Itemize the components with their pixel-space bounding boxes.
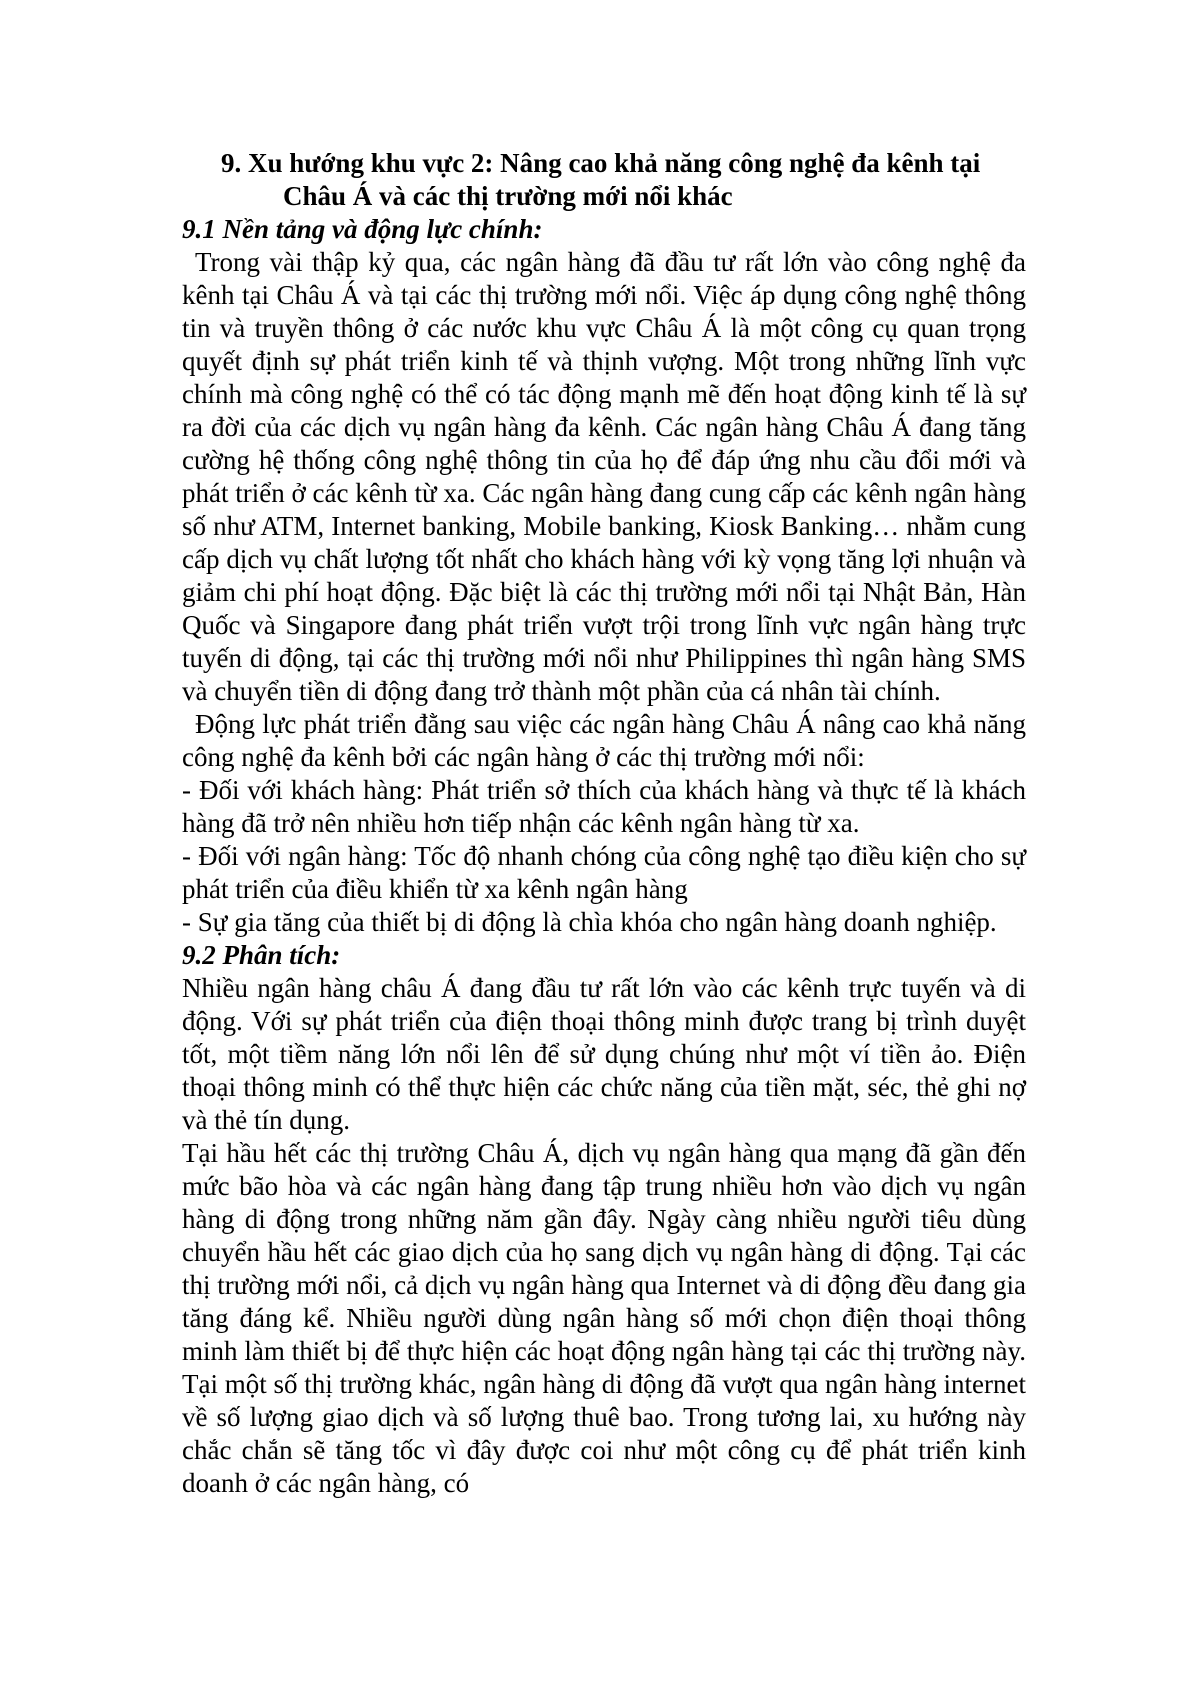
- bullet-mobile-devices: - Sự gia tăng của thiết bị di động là chìa khóa cho ngân hàng doanh nghiệp.: [182, 907, 997, 937]
- section-9-1-paragraph-2: Động lực phát triển đằng sau việc các ngân hàng Châu Á nâng cao khả năng công nghệ đa kênh bởi các ngân hàng ở các thị trường mới nổi:: [182, 709, 1026, 772]
- document-body: [182, 147, 1026, 1500]
- document-title: [182, 147, 1026, 213]
- section-9-1-paragraph-1: Trong vài thập kỷ qua, các ngân hàng đã đầu tư rất lớn vào công nghệ đa kênh tại Châu Á và tại các thị trường mới nổi. Việc áp dụng công nghệ thông tin và truyền thông ở các nước khu vực Châu Á là một công cụ quan trọng quyết định sự phát triển kinh tế và thịnh vượng. Một trong những lĩnh vực chính mà công nghệ có thể có tác động mạnh mẽ đến hoạt động kinh tế là sự ra đời của các dịch vụ ngân hàng đa kênh. Các ngân hàng Châu Á đang tăng cường hệ thống công nghệ thông tin của họ để đáp ứng nhu cầu đổi mới và phát triển ở các kênh từ xa. Các ngân hàng đang cung cấp các kênh ngân hàng số như ATM, Internet banking, Mobile banking, Kiosk Banking… nhằm cung cấp dịch vụ chất lượng tốt nhất cho khách hàng với kỳ vọng tăng lợi nhuận và giảm chi phí hoạt động. Đặc biệt là các thị trường mới nổi tại Nhật Bản, Hàn Quốc và Singapore đang phát triển vượt trội trong lĩnh vực ngân hàng trực tuyến di động, tại các thị trường mới nổi như Philippines thì ngân hàng SMS và chuyển tiền di động đang trở thành một phần của cá nhân tài chính.: [182, 247, 1026, 706]
- title-line-1: 9. Xu hướng khu vực 2: Nâng cao khả năng công nghệ đa kênh tại: [221, 148, 981, 178]
- section-9-1-heading: 9.1 Nền tảng và động lực chính:: [182, 214, 543, 244]
- bullet-customers: - Đối với khách hàng: Phát triển sở thích của khách hàng và thực tế là khách hàng đã trở nên nhiều hơn tiếp nhận các kênh ngân hàng từ xa.: [182, 775, 1026, 838]
- title-line-2: Châu Á và các thị trường mới nổi khác: [283, 181, 733, 211]
- section-9-2-paragraph-1: Nhiều ngân hàng châu Á đang đầu tư rất lớn vào các kênh trực tuyến và di động. Với sự phát triển của điện thoại thông minh được trang bị trình duyệt tốt, một tiềm năng lớn nổi lên để sử dụng chúng như một ví tiền ảo. Điện thoại thông minh có thể thực hiện các chức năng của tiền mặt, séc, thẻ ghi nợ và thẻ tín dụng.: [182, 973, 1026, 1135]
- section-9-2-heading: 9.2 Phân tích:: [182, 940, 341, 970]
- section-9-2-paragraph-2: Tại hầu hết các thị trường Châu Á, dịch vụ ngân hàng qua mạng đã gần đến mức bão hòa và các ngân hàng đang tập trung nhiều hơn vào dịch vụ ngân hàng di động trong những năm gần đây. Ngày càng nhiều người tiêu dùng chuyển hầu hết các giao dịch của họ sang dịch vụ ngân hàng di động. Tại các thị trường mới nổi, cả dịch vụ ngân hàng qua Internet và di động đều đang gia tăng đáng kể. Nhiều người dùng ngân hàng số mới chọn điện thoại thông minh làm thiết bị để thực hiện các hoạt động ngân hàng tại các thị trường này. Tại một số thị trường khác, ngân hàng di động đã vượt qua ngân hàng internet về số lượng giao dịch và số lượng thuê bao. Trong tương lai, xu hướng này chắc chắn sẽ tăng tốc vì đây được coi như một công cụ để phát triển kinh doanh ở các ngân hàng, có: [182, 1138, 1026, 1498]
- bullet-banks: - Đối với ngân hàng: Tốc độ nhanh chóng của công nghệ tạo điều kiện cho sự phát triển của điều khiển từ xa kênh ngân hàng: [182, 841, 1026, 904]
